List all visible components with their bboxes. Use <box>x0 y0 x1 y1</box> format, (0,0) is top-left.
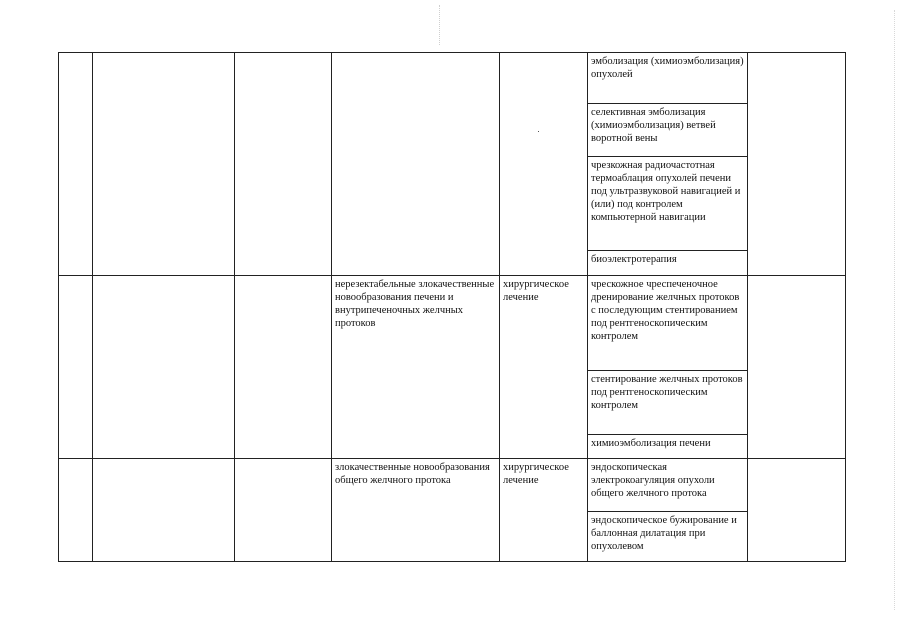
treatment-type-text: хирургическое лечение <box>503 279 569 303</box>
table-cell-method <box>587 511 748 562</box>
method-text: чрезкожная радиочастотная термоаблация опухолей печени под ультразвуковой навигацией и (или) под контролем компьютерной навигации <box>591 160 741 223</box>
table-cell-code <box>234 458 332 562</box>
scan-edge-artifact <box>894 10 899 610</box>
table-cell-method <box>587 250 748 276</box>
table-cell-code <box>234 275 332 459</box>
table-cell-treatment-type <box>499 52 588 276</box>
table-cell-treatment-type <box>499 458 588 562</box>
table-cell-method <box>587 458 748 512</box>
table-cell-diagnosis <box>331 275 500 459</box>
method-text: стентирование желчных протоков под рентгеноскопическим контролем <box>591 374 743 411</box>
table-cell-number <box>58 458 93 562</box>
table-cell-method <box>587 370 748 435</box>
table-cell-method <box>587 275 748 371</box>
method-text: эндоскопическое бужирование и баллонная дилатация при опухолевом <box>591 515 737 552</box>
table-cell-number <box>58 275 93 459</box>
table-cell-price <box>747 458 846 562</box>
diagnosis-text: злокачественные новообразования общего желчного протока <box>335 462 490 486</box>
diagnosis-text: нерезектабельные злокачественные новообразования печени и внутрипеченочных желчных протоков <box>335 279 495 329</box>
table-cell-name <box>92 275 235 459</box>
method-text: эндоскопическая электрокоагуляция опухоли общего желчного протока <box>591 462 715 499</box>
method-text: химиоэмболизация печени <box>591 438 711 449</box>
table-cell-code <box>234 52 332 276</box>
table-cell-price <box>747 52 846 276</box>
scan-speck <box>538 131 539 132</box>
table-cell-diagnosis <box>331 458 500 562</box>
table-cell-treatment-type <box>499 275 588 459</box>
table-cell-price <box>747 275 846 459</box>
table-cell-diagnosis <box>331 52 500 276</box>
method-text: биоэлектротерапия <box>591 254 677 265</box>
table-cell-method <box>587 156 748 251</box>
table-cell-number <box>58 52 93 276</box>
method-text: эмболизация (химиоэмболизация) опухолей <box>591 56 744 80</box>
table-cell-name <box>92 458 235 562</box>
method-text: чрескожное чреспеченочное дренирование желчных протоков с последующим стентированием под рентгеноскопическим контролем <box>591 279 740 342</box>
table-cell-name <box>92 52 235 276</box>
table-cell-method <box>587 434 748 459</box>
method-text: селективная эмболизация (химиоэмболизация) ветвей воротной вены <box>591 107 716 144</box>
treatment-type-text: хирургическое лечение <box>503 462 569 486</box>
table-cell-method <box>587 103 748 157</box>
scan-artifact-line <box>439 5 440 45</box>
table-cell-method <box>587 52 748 104</box>
